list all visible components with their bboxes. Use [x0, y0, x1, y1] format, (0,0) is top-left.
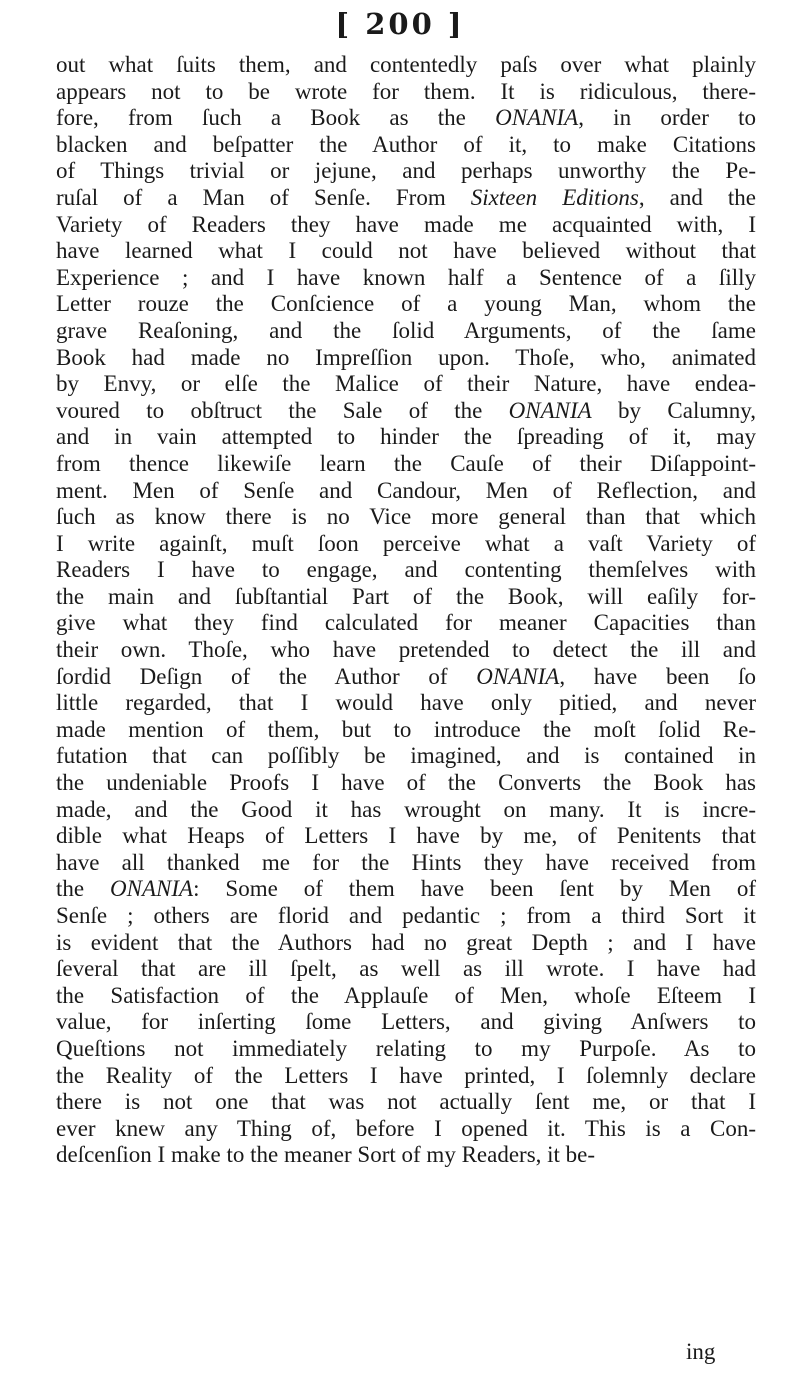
text-line: grave Reaſoning, and the ſolid Arguments, of the ſame	[56, 317, 756, 343]
text-line: fore, from ſuch a Book as the ONANIA, in order to	[56, 105, 756, 131]
body-text	[56, 52, 756, 1169]
text-line: dible what Heaps of Letters I have by me, of Penitents that	[56, 823, 756, 849]
text-line: ever knew any Thing of, before I opened it. This is a Con-	[56, 1115, 756, 1141]
text-line: the undeniable Proofs I have of the Converts the Book has	[56, 770, 756, 796]
text-line: Letter rouze the Conſcience of a young Man, whom the	[56, 291, 756, 317]
text-line: Experience ; and I have known half a Sentence of a ſilly	[56, 264, 756, 290]
text-line: from thence likewiſe learn the Cauſe of their Diſappoint-	[56, 450, 756, 476]
text-line: their own. Thoſe, who have pretended to detect the ill and	[56, 637, 756, 663]
text-line: have learned what I could not have believed without that	[56, 238, 756, 264]
text-line: ment. Men of Senſe and Candour, Men of Reflection, and	[56, 477, 756, 503]
text-line: ſordid Deſign of the Author of ONANIA, have been ſo	[56, 663, 756, 689]
text-line: by Envy, or elſe the Malice of their Nature, have endea-	[56, 371, 756, 397]
text-line: Readers I have to engage, and contenting themſelves with	[56, 557, 756, 583]
text-line: I write againſt, muſt ſoon perceive what a vaſt Variety of	[56, 530, 756, 556]
text-line: and in vain attempted to hinder the ſpreading of it, may	[56, 424, 756, 450]
text-line: ruſal of a Man of Senſe. From Sixteen Editions, and the	[56, 184, 756, 210]
text-line: Senſe ; others are florid and pedantic ; from a third Sort it	[56, 903, 756, 928]
text-line: made, and the Good it has wrought on many. It is incre-	[56, 796, 756, 822]
text-line: is evident that the Authors had no great Depth ; and I have	[56, 929, 756, 955]
catchword: ing	[686, 1339, 716, 1364]
text-line: voured to obſtruct the Sale of the ONANIA by Calumny,	[56, 397, 756, 423]
text-line: have all thanked me for the Hints they have received from	[56, 849, 756, 875]
text-line: little regarded, that I would have only pitied, and never	[56, 690, 756, 716]
text-line: of Things trivial or jejune, and perhaps unworthy the Pe-	[56, 158, 756, 184]
text-line: ſuch as know there is no Vice more general than that which	[56, 504, 756, 530]
text-line: deſcenſion I make to the meaner Sort of my Readers, it be-	[56, 1142, 596, 1168]
text-line: give what they find calculated for meaner Capacities than	[56, 610, 756, 636]
text-line: appears not to be wrote for them. It is ridiculous, there-	[56, 78, 756, 104]
text-line: Variety of Readers they have made me acquainted with, I	[56, 211, 756, 237]
text-line: Book had made no Impreſſion upon. Thoſe, who, animated	[56, 344, 756, 370]
text-line: Queſtions not immediately relating to my Purpoſe. As to	[56, 1035, 756, 1061]
text-line: out what ſuits them, and contentedly paſs over what plainly	[56, 52, 756, 77]
text-line: made mention of them, but to introduce the moſt ſolid Re-	[56, 716, 756, 742]
text-line: value, for inſerting ſome Letters, and giving Anſwers to	[56, 1009, 756, 1035]
text-line: ſeveral that are ill ſpelt, as well as ill wrote. I have had	[56, 956, 756, 982]
page-number: [ 200 ]	[335, 7, 465, 41]
text-line: the Satisfaction of the Applauſe of Men, whoſe Eſteem I	[56, 982, 756, 1008]
text-line: there is not one that was not actually ſent me, or that I	[56, 1089, 756, 1115]
text-line: the main and ſubſtantial Part of the Book, will eaſily for-	[56, 583, 756, 609]
text-line: futation that can poſſibly be imagined, and is contained in	[56, 743, 756, 769]
text-line: blacken and beſpatter the Author of it, to make Citations	[56, 131, 756, 157]
text-line: the Reality of the Letters I have printed, I ſolemnly declare	[56, 1062, 756, 1088]
text-line: the ONANIA: Some of them have been ſent by Men of	[56, 876, 756, 902]
